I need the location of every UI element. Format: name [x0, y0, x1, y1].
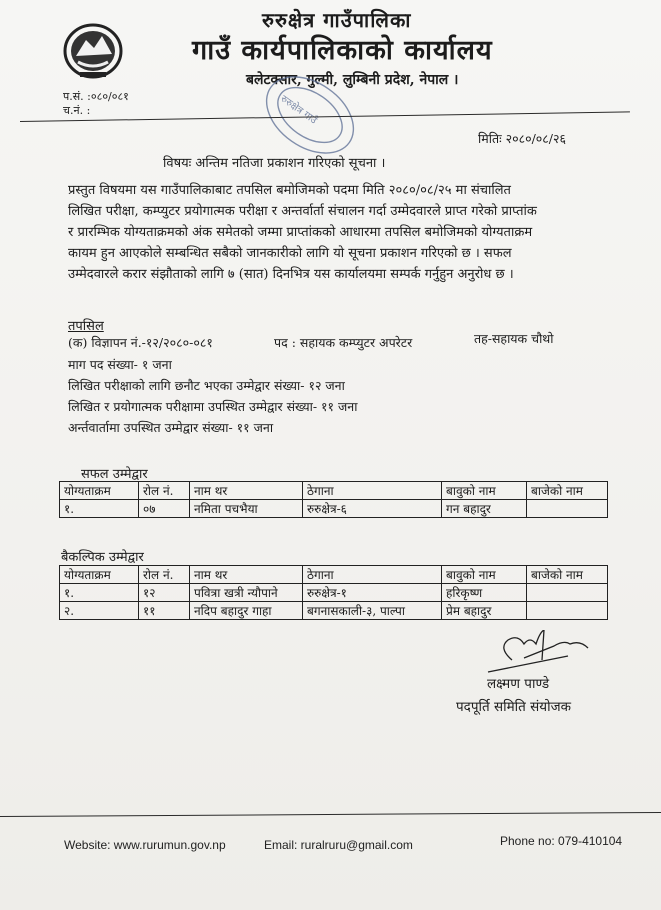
header-rank: योग्यताक्रम	[60, 482, 139, 500]
cell-address: बगनासकाली-३, पाल्पा	[303, 602, 442, 620]
details-heading: तपसिल	[68, 319, 104, 334]
body-line: र प्रारम्भिक योग्यताक्रमको अंक समेतको जम्मा प्राप्तांकको आधारमा तपसिल बमोजिमको योग्यताक्रम	[68, 225, 533, 240]
table-header-row	[60, 566, 608, 584]
alternate-title: बैकल्पिक उम्मेद्वार	[61, 550, 144, 565]
cell-address: रुरुक्षेत्र-१	[303, 584, 442, 602]
stat-interview-present: अर्न्तवार्तामा उपस्थित उम्मेद्वार संख्या- ११ जना	[68, 420, 274, 435]
table-header-row	[60, 482, 608, 500]
cell-roll: ०७	[139, 500, 190, 518]
cell-grandfather	[527, 500, 608, 518]
post-name: पद : सहायक कम्प्युटर अपरेटर	[274, 335, 413, 350]
successful-title: सफल उम्मेद्वार	[81, 467, 148, 482]
header-name: नाम थर	[190, 482, 303, 500]
table-row	[60, 602, 608, 620]
footer-website: Website: www.rurumun.gov.np	[64, 838, 226, 852]
signatory-name: लक्ष्मण पाण्डे	[487, 676, 550, 692]
stat-demand-posts: माग पद संख्या- १ जना	[68, 357, 172, 372]
cell-grandfather	[527, 584, 608, 602]
cell-rank: २.	[60, 602, 139, 620]
header-grandfather: बाजेको नाम	[527, 482, 608, 500]
cell-rank: १.	[60, 500, 139, 518]
cell-father: प्रेम बहादुर	[442, 602, 527, 620]
stat-written-present: लिखित र प्रयोगात्मक परीक्षामा उपस्थित उम्मेद्वार संख्या- ११ जना	[68, 399, 358, 414]
header-grandfather: बाजेको नाम	[527, 566, 608, 584]
body-line: लिखित परीक्षा, कम्प्युटर प्रयोगात्मक परीक्षा र अन्तर्वार्ता संचालन गर्दा उम्मेदवारले प्राप्त गरेको प्राप्तांक	[68, 204, 537, 219]
post-level: तह-सहायक चौथो	[474, 331, 554, 346]
table-row	[60, 584, 608, 602]
advertisement-number: (क) विज्ञापन नं.-१२/२०८०-०८१	[68, 335, 213, 350]
body-line: कायम हुन आएकोले सम्बन्धित सबैको जानकारीको लागि यो सूचना प्रकाशन गरिएको छ । सफल	[68, 246, 512, 261]
cell-rank: १.	[60, 584, 139, 602]
header-name: नाम थर	[190, 566, 303, 584]
municipality-name: रुरुक्षेत्र गाउँपालिका	[262, 8, 412, 32]
stat-shortlisted: लिखित परीक्षाको लागि छनौट भएका उम्मेद्वार संख्या- १२ जना	[68, 378, 345, 393]
letter-date: मितिः २०८०/०८/२६	[478, 131, 566, 146]
header-address: ठेगाना	[303, 566, 442, 584]
cell-roll: १२	[139, 584, 190, 602]
header-father: बावुको नाम	[442, 566, 527, 584]
nepal-emblem-icon	[62, 22, 124, 80]
letter-body	[68, 180, 603, 285]
signatory-role: पदपूर्ति समिति संयोजक	[456, 699, 572, 715]
footer-email: Email: ruralruru@gmail.com	[264, 838, 413, 852]
cell-father: हरिकृष्ण	[442, 584, 527, 602]
footer-divider	[0, 812, 661, 817]
office-name: गाउँ कार्यपालिकाको कार्यालय	[192, 35, 493, 66]
signature-icon	[484, 630, 594, 675]
cell-address: रुरुक्षेत्र-६	[303, 500, 442, 518]
footer-phone: Phone no: 079-410104	[500, 834, 623, 848]
letter-subject: विषयः अन्तिम नतिजा प्रकाशन गरिएको सूचना ।	[163, 156, 386, 171]
reference-number: प.सं. :०८०/०८१	[63, 90, 129, 103]
cell-grandfather	[527, 602, 608, 620]
header-roll: रोल नं.	[139, 482, 190, 500]
body-line: उम्मेदवारले करार संझौताको लागि ७ (सात) दिनभित्र यस कार्यालयमा सम्पर्क गर्नुहुन अनुरोध छ ।	[68, 267, 514, 282]
cell-name: नदिप बहादुर गाहा	[190, 602, 303, 620]
header-roll: रोल नं.	[139, 566, 190, 584]
cell-name: पवित्रा खत्री न्यौपाने	[190, 584, 303, 602]
table-row	[60, 500, 608, 518]
header-address: ठेगाना	[303, 482, 442, 500]
header-rank: योग्यताक्रम	[60, 566, 139, 584]
header-father: बावुको नाम	[442, 482, 527, 500]
cell-roll: ११	[139, 602, 190, 620]
cell-name: नमिता पचभैया	[190, 500, 303, 518]
svg-text:रुरुक्षेत्र गाउँ: रुरुक्षेत्र गाउँ	[278, 93, 319, 127]
cell-father: गन बहादुर	[442, 500, 527, 518]
successful-table	[59, 481, 608, 518]
office-address: बलेटक्सार, गुल्मी, लुम्बिनी प्रदेश, नेपाल ।	[246, 72, 459, 88]
dispatch-number: च.नं. :	[63, 104, 91, 117]
body-line: प्रस्तुत विषयमा यस गाउँपालिकाबाट तपसिल बमोजिमको पदमा मिति २०८०/०८/२५ मा संचालित	[68, 183, 511, 198]
alternate-table	[59, 565, 608, 620]
